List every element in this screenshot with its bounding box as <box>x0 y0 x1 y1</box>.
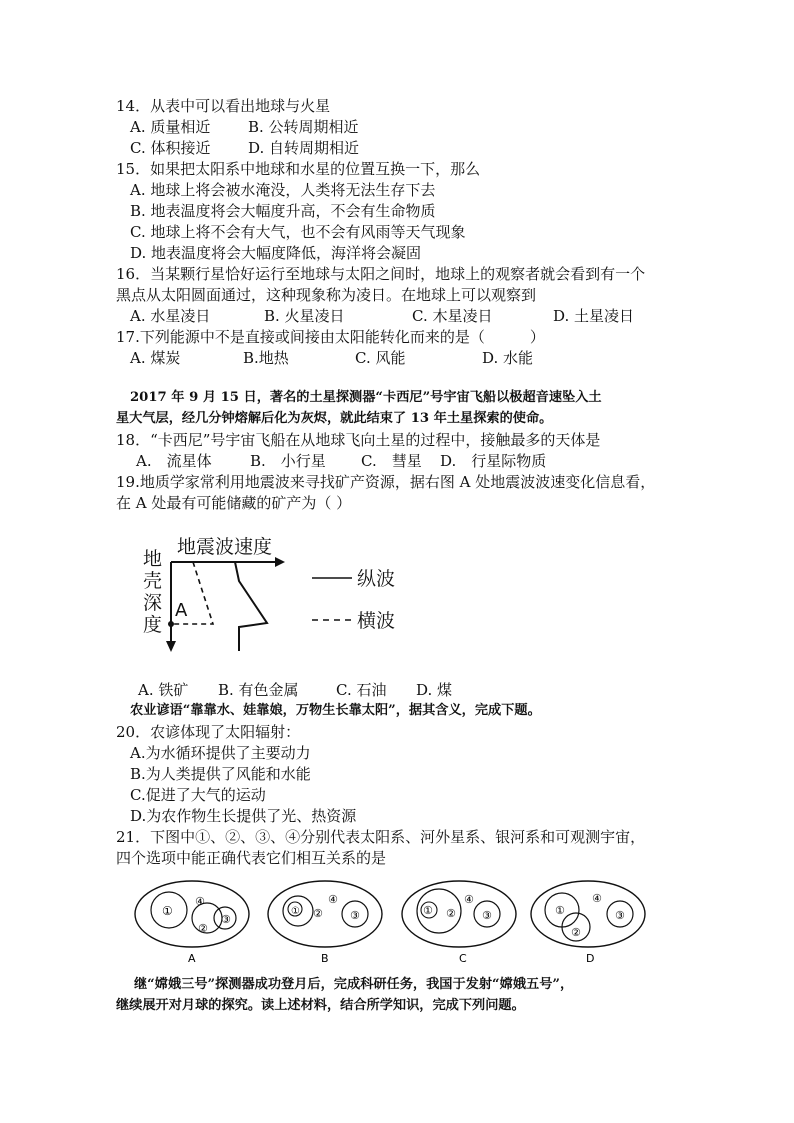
svg-text:①: ① <box>162 904 173 918</box>
figure-title: 地震波速度 <box>177 536 273 558</box>
q20-option-d: D.为农作物生长提供了光、热资源 <box>130 807 357 825</box>
q16-option-c: C. 木星凌日 <box>412 307 493 325</box>
svg-text:②: ② <box>446 907 456 920</box>
y-axis-arrow <box>166 641 176 652</box>
svg-text:①: ① <box>291 906 300 917</box>
q16-option-b: B. 火星凌日 <box>264 307 345 325</box>
q15-option-d: D. 地表温度将会大幅度降低，海洋将会凝固 <box>130 244 422 262</box>
q15-option-b: B. 地表温度将会大幅度升高，不会有生命物质 <box>130 202 436 220</box>
q18-option-d: D. 行星际物质 <box>440 452 547 470</box>
q14-option-a: A. 质量相近 <box>130 118 211 136</box>
q20-option-b: B.为人类提供了风能和水能 <box>130 765 311 783</box>
q16-stem-line2: 黑点从太阳圆面通过，这种现象称为凌日。在地球上可以观察到 <box>116 286 537 304</box>
q16-option-d: D. 土星凌日 <box>553 307 635 325</box>
set-relationship-diagrams <box>125 876 665 968</box>
x-axis-arrow <box>275 557 285 567</box>
p-wave-curve <box>235 562 267 651</box>
q17-stem: 17.下列能源中不是直接或间接由太阳能转化而来的是（ ） <box>116 328 545 346</box>
seismic-wave-figure <box>135 525 425 660</box>
q20-stem: 20．农谚体现了太阳辐射： <box>116 723 301 741</box>
y-label-char-4: 度 <box>143 614 163 636</box>
q17-option-c: C. 风能 <box>355 349 406 367</box>
q16-stem-line1: 16．当某颗行星恰好运行至地球与太阳之间时，地球上的观察者就会看到有一个 <box>116 265 646 283</box>
svg-text:④: ④ <box>195 895 205 908</box>
q15-option-c: C. 地球上将不会有大气，也不会有风雨等天气现象 <box>130 223 466 241</box>
svg-text:③: ③ <box>221 913 231 926</box>
q19-option-c: C. 石油 <box>336 681 387 699</box>
q18-stem: 18．“卡西尼”号宇宙飞船在从地球飞向土星的过程中，接触最多的天体是 <box>116 431 601 449</box>
diagram-a <box>135 881 249 965</box>
svg-text:②: ② <box>198 922 208 935</box>
material-3-line2: 继续展开对月球的探究。读上述材料，结合所学知识，完成下列问题。 <box>116 998 525 1013</box>
svg-text:③: ③ <box>350 909 360 922</box>
svg-text:③: ③ <box>482 909 492 922</box>
svg-text:②: ② <box>313 907 323 920</box>
y-label-char-3: 深 <box>143 592 163 614</box>
diagram-c-label: C <box>459 952 467 965</box>
svg-text:④: ④ <box>592 892 602 905</box>
q21-stem-line2: 四个选项中能正确代表它们相互关系的是 <box>116 849 387 867</box>
q19-option-b: B. 有色金属 <box>218 681 299 699</box>
y-label-char-1: 地 <box>143 548 163 570</box>
material-1-line1: 2017 年 9 月 15 日，著名的土星探测器“卡西尼”号宇宙飞船以极超音速坠入土 <box>130 390 602 405</box>
svg-text:④: ④ <box>464 893 474 906</box>
q20-option-c: C.促进了大气的运动 <box>130 786 266 804</box>
q21-stem-line1: 21．下图中①、②、③、④分别代表太阳系、河外星系、银河系和可观测宇宙， <box>116 828 646 846</box>
svg-text:②: ② <box>571 926 581 939</box>
q20-option-a: A.为水循环提供了主要动力 <box>130 744 311 762</box>
point-a-marker <box>168 621 174 627</box>
q18-option-b: B. 小行星 <box>250 452 326 470</box>
q15-stem: 15．如果把太阳系中地球和水星的位置互换一下，那么 <box>116 160 481 178</box>
q18-option-c: C. 彗星 <box>361 452 422 470</box>
material-3-line1: 继“嫦娥三号”探测器成功登月后，完成科研任务，我国于发射“嫦娥五号”， <box>134 977 574 992</box>
q15-option-a: A. 地球上将会被水淹没，人类将无法生存下去 <box>130 181 436 199</box>
q16-option-a: A. 水星凌日 <box>130 307 211 325</box>
q18-option-a: A. 流星体 <box>136 452 212 470</box>
legend-s-wave-label: 横波 <box>357 610 396 632</box>
q14-option-b: B. 公转周期相近 <box>248 118 359 136</box>
material-2-line1: 农业谚语“靠靠水、娃靠娘，万物生长靠太阳”，据其含义，完成下题。 <box>130 703 541 718</box>
diagram-b-label: B <box>321 952 329 965</box>
svg-text:①: ① <box>423 904 433 917</box>
diagram-c <box>402 881 516 965</box>
q17-option-a: A. 煤炭 <box>130 349 181 367</box>
material-1-line2: 星大气层，经几分钟熔解后化为灰烬，就此结束了 13 年土星探索的使命。 <box>116 411 553 426</box>
q19-stem-line1: 19.地质学家常利用地震波来寻找矿产资源，据右图 A 处地震波波速变化信息看， <box>116 473 656 491</box>
q14-option-d: D. 自转周期相近 <box>248 139 360 157</box>
point-a-label: A <box>175 600 188 621</box>
q19-stem-line2: 在 A 处最有可能储藏的矿产为（ ） <box>116 494 352 512</box>
diagram-d <box>531 881 645 965</box>
q14-stem: 14．从表中可以看出地球与火星 <box>116 97 331 115</box>
svg-text:①: ① <box>555 904 565 917</box>
q14-option-c: C. 体积接近 <box>130 139 211 157</box>
q19-option-a: A. 铁矿 <box>138 681 189 699</box>
svg-text:③: ③ <box>615 909 625 922</box>
q17-option-b: B.地热 <box>243 349 289 367</box>
q19-option-d: D. 煤 <box>416 681 453 699</box>
diagram-d-label: D <box>586 952 595 965</box>
diagram-a-label: A <box>188 952 196 965</box>
legend-p-wave-label: 纵波 <box>357 568 396 590</box>
q17-option-d: D. 水能 <box>482 349 534 367</box>
diagram-b <box>268 881 382 965</box>
svg-text:④: ④ <box>328 893 338 906</box>
y-label-char-2: 壳 <box>143 570 163 592</box>
